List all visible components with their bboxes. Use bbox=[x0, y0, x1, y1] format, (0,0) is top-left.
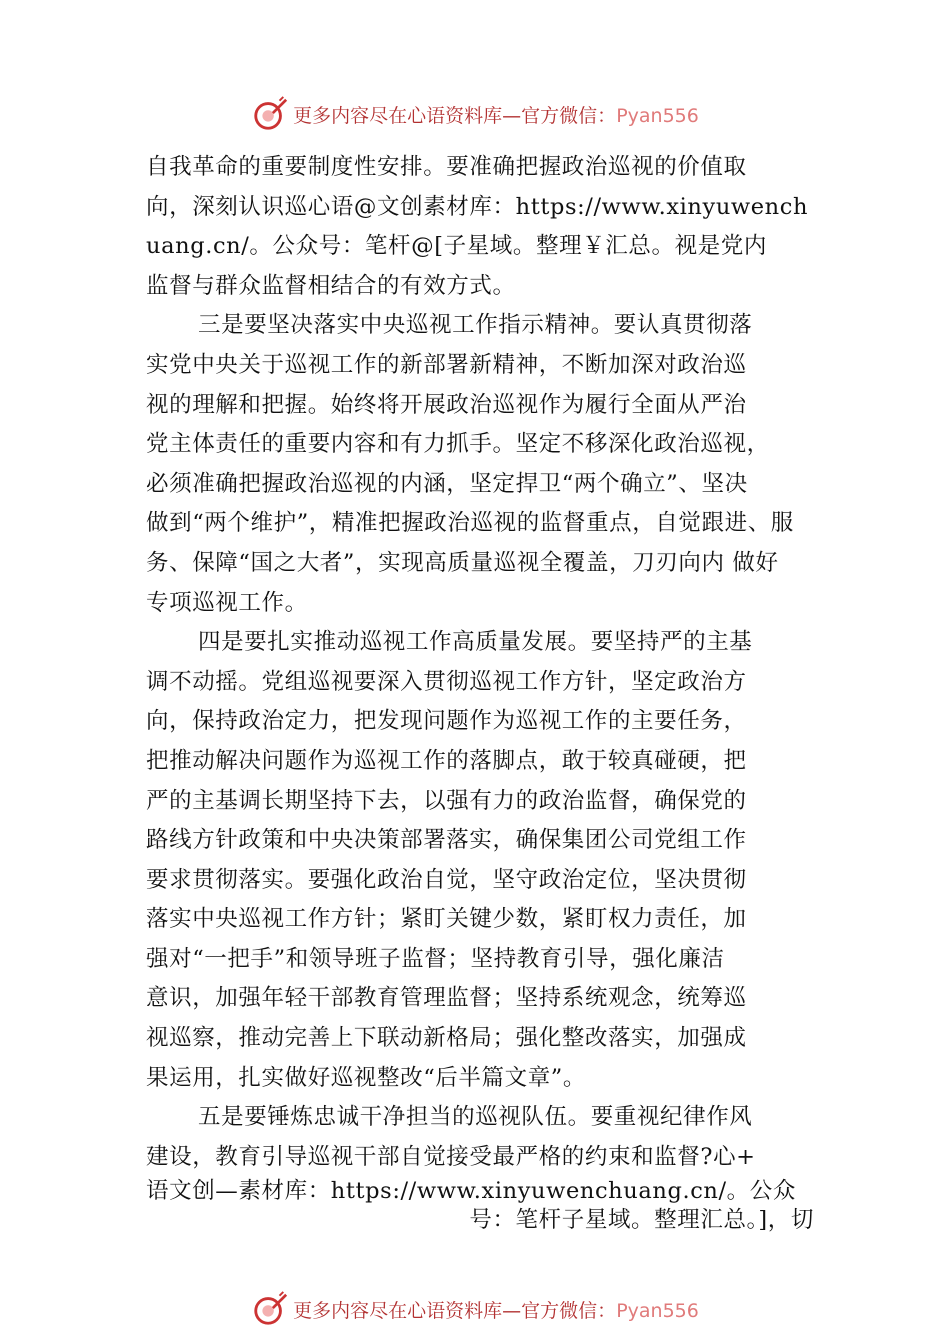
banner-main-text: 更多内容尽在心语资料库 bbox=[293, 1299, 503, 1322]
text-line: 实党中央关于巡视工作的新部署新精神，不断加深对政治巡 bbox=[146, 351, 747, 378]
text-line: 落实中央巡视工作方针；紧盯关键少数，紧盯权力责任，加 bbox=[146, 906, 747, 933]
text-line: 路线方针政策和中央决策部署落实，确保集团公司党组工作 bbox=[146, 827, 747, 854]
text-line: 必须准确把握政治巡视的内涵，坚定捍卫“两个确立”、坚决 bbox=[146, 470, 748, 497]
text-line: 严的主基调长期坚持下去，以强有力的政治监督，确保党的 bbox=[146, 787, 747, 814]
text-line: 语文创—素材库：https://www.xinyuwenchuang.cn/。公众 bbox=[146, 1178, 796, 1205]
text-line: 向，深刻认识巡心语@文创素材库：https://www.xinyuwench bbox=[146, 193, 809, 220]
text-line: 自我革命的重要制度性安排。要准确把握政治巡视的价值取 bbox=[146, 154, 747, 180]
pen-logo-icon bbox=[251, 95, 289, 133]
banner-wechat-label: 官方微信： bbox=[521, 104, 617, 127]
banner-text bbox=[293, 1296, 699, 1323]
banner-dash: — bbox=[502, 104, 522, 127]
banner-wechat-label: 官方微信： bbox=[521, 1299, 617, 1322]
footer-banner bbox=[0, 1289, 950, 1329]
text-line: 五是要锤炼忠诚干净担当的巡视队伍。要重视纪律作风 bbox=[198, 1104, 753, 1131]
text-line: 建设，教育引导巡视干部自觉接受最严格的约束和监督?心+ bbox=[146, 1143, 756, 1170]
text-line: 向，保持政治定力，把发现问题作为巡视工作的主要任务， bbox=[146, 708, 747, 735]
text-line: 视的理解和把握。始终将开展政治巡视作为履行全面从严治 bbox=[146, 391, 747, 418]
text-line: 强对“一把手”和领导班子监督；坚持教育引导，强化廉洁 bbox=[146, 945, 725, 972]
text-line: 三是要坚决落实中央巡视工作指示精神。要认真贯彻落 bbox=[198, 312, 753, 339]
banner-main-text: 更多内容尽在心语资料库 bbox=[293, 104, 503, 127]
text-line: 把推动解决问题作为巡视工作的落脚点，敢于较真碰硬，把 bbox=[146, 747, 747, 774]
banner-wechat-id: Pyan556 bbox=[616, 104, 699, 127]
banner-dash: — bbox=[502, 1299, 522, 1322]
text-line: 要求贯彻落实。要强化政治自觉，坚守政治定位，坚决贯彻 bbox=[146, 866, 747, 893]
paragraph-2 bbox=[146, 306, 814, 623]
text-line: 做到“两个维护”，精准把握政治巡视的监督重点，自觉跟进、服 bbox=[146, 510, 794, 537]
document-body bbox=[146, 148, 814, 1235]
text-line: 党主体责任的重要内容和有力抓手。坚定不移深化政治巡视， bbox=[146, 431, 770, 458]
text-line: 专项巡视工作。 bbox=[146, 589, 308, 616]
pen-logo-icon bbox=[251, 1290, 289, 1328]
text-line: 四是要扎实推动巡视工作高质量发展。要坚持严的主基 bbox=[198, 629, 753, 656]
text-line: 意识，加强年轻干部教育管理监督；坚持系统观念，统筹巡 bbox=[146, 985, 747, 1012]
paragraph-3 bbox=[146, 623, 814, 1098]
text-line: 监督与群众监督相结合的有效方式。 bbox=[146, 272, 516, 299]
text-line: 果运用，扎实做好巡视整改“后半篇文章”。 bbox=[146, 1064, 587, 1091]
text-line: 调不动摇。党组巡视要深入贯彻巡视工作方针，坚定政治方 bbox=[146, 668, 747, 695]
paragraph-1 bbox=[146, 148, 814, 306]
text-line: 视巡察，推动完善上下联动新格局；强化整改落实，加强成 bbox=[146, 1025, 747, 1052]
banner-wechat-id: Pyan556 bbox=[616, 1299, 699, 1322]
text-line: 务、保障“国之大者”，实现高质量巡视全覆盖，刀刃向内 做好 bbox=[146, 549, 779, 576]
banner-text bbox=[293, 101, 699, 128]
paragraph-4 bbox=[146, 1098, 814, 1235]
header-banner bbox=[0, 94, 950, 134]
text-line: 号：笔杆子星域。整理汇总。]，切 bbox=[469, 1207, 814, 1234]
text-line: uang.cn/。公众号：笔杆@[子星域。整理￥汇总。视是党内 bbox=[146, 233, 768, 260]
